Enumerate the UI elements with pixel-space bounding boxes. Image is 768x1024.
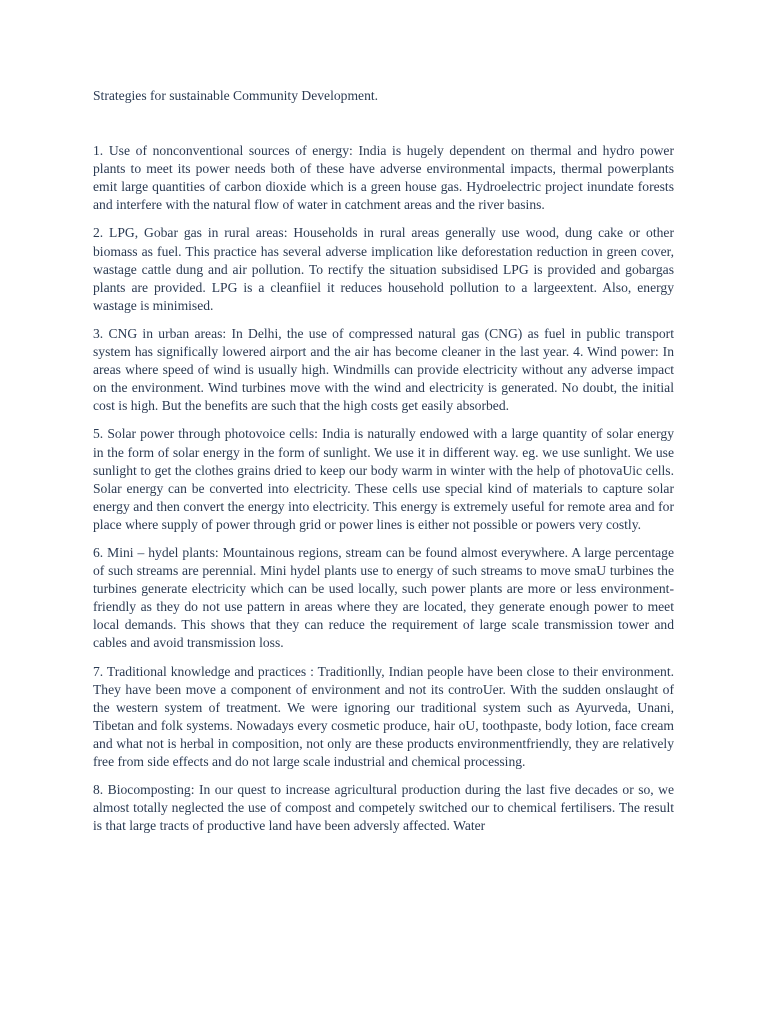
document-title: Strategies for sustainable Community Development. bbox=[93, 88, 379, 103]
paragraph-mini-hydel-plants: 6. Mini – hydel plants: Mountainous regions, stream can be found almost everywhere. A large percentage of such streams are perennial. Mini hydel plants use to energy of such streams to move smaU turbines the turbines generate electricity which can be used locally, such power plants are more or less environment-friendly as they do not use pattern in areas where they are located, they generate enough power to meet local demands. This shows that they can reduce the requirement of large scale transmission tower and cables and avoid transmission loss. bbox=[93, 544, 674, 651]
paragraph-traditional-knowledge: 7. Traditional knowledge and practices : Traditionlly, Indian people have been close to their environment. They have been move a component of environment and not its controUer. With the sudden onslaught of the western system of treatment. We were ignoring our traditional system such as Ayurveda, Unani, Tibetan and folk systems. Nowadays every cosmetic produce, hair oU, toothpaste, body lotion, face cream and what not is herbal in composition, not only are these products environmentfriendly, they are relatively free from side effects and do not large scale industrial and chemical processing. bbox=[93, 663, 674, 769]
paragraph-solar-power: 5. Solar power through photovoice cells: India is naturally endowed with a large quantity of solar energy in the form of solar energy in the form of sunlight. We use it in different way. eg. we use sunlight. We use sunlight to get the clothes grains dried to keep our body warm in winter with the help of photovaUic cells. Solar energy can be converted into electricity. These cells use special kind of materials to capture solar energy and then convert the energy into electricity. This energy is extremely useful for remote area and for place where supply of power through grid or power lines is either not possible or powers very costly. bbox=[93, 426, 674, 532]
paragraph-cng-wind-power: 3. CNG in urban areas: In Delhi, the use of compressed natural gas (CNG) as fuel in public transport system has significally lowered airport and the air has become cleaner in the last year. 4. Wind power: In areas where speed of wind is usually high. Windmills can provide electricity without any adverse impact on the environment. Wind turbines move with the wind and electricity is generated. No doubt, the initial cost is high. But the benefits are such that the high costs get easily absorbed. bbox=[93, 325, 674, 414]
paragraph-nonconventional-energy: 1. Use of nonconventional sources of energy: India is hugely dependent on thermal and hydro power plants to meet its power needs both of these have adverse environmental impacts, thermal powerplants emit large quantities of carbon dioxide which is a green house gas. Hydroelectric project inundate forests and interfere with the natural flow of water in catchment areas and the river basins. bbox=[93, 143, 674, 213]
document-body bbox=[93, 87, 674, 845]
paragraph-lpg-gobar-gas: 2. LPG, Gobar gas in rural areas: Households in rural areas generally use wood, dung cake or other biomass as fuel. This practice has several adverse implication like deforestation reduction in green cover, wastage cattle dung and air pollution. To rectify the situation subsidised LPG is provided and gobargas plants are provided. LPG is a cleanfiiel it reduces household pollution to a largeextent. Also, energy wastage is minimised. bbox=[93, 225, 674, 313]
paragraph-biocomposting: 8. Biocomposting: In our quest to increase agricultural production during the last five decades or so, we almost totally neglected the use of compost and competely switched our to chemical fertilisers. The result is that large tracts of productive land have been adversly affected. Water bbox=[93, 782, 674, 834]
